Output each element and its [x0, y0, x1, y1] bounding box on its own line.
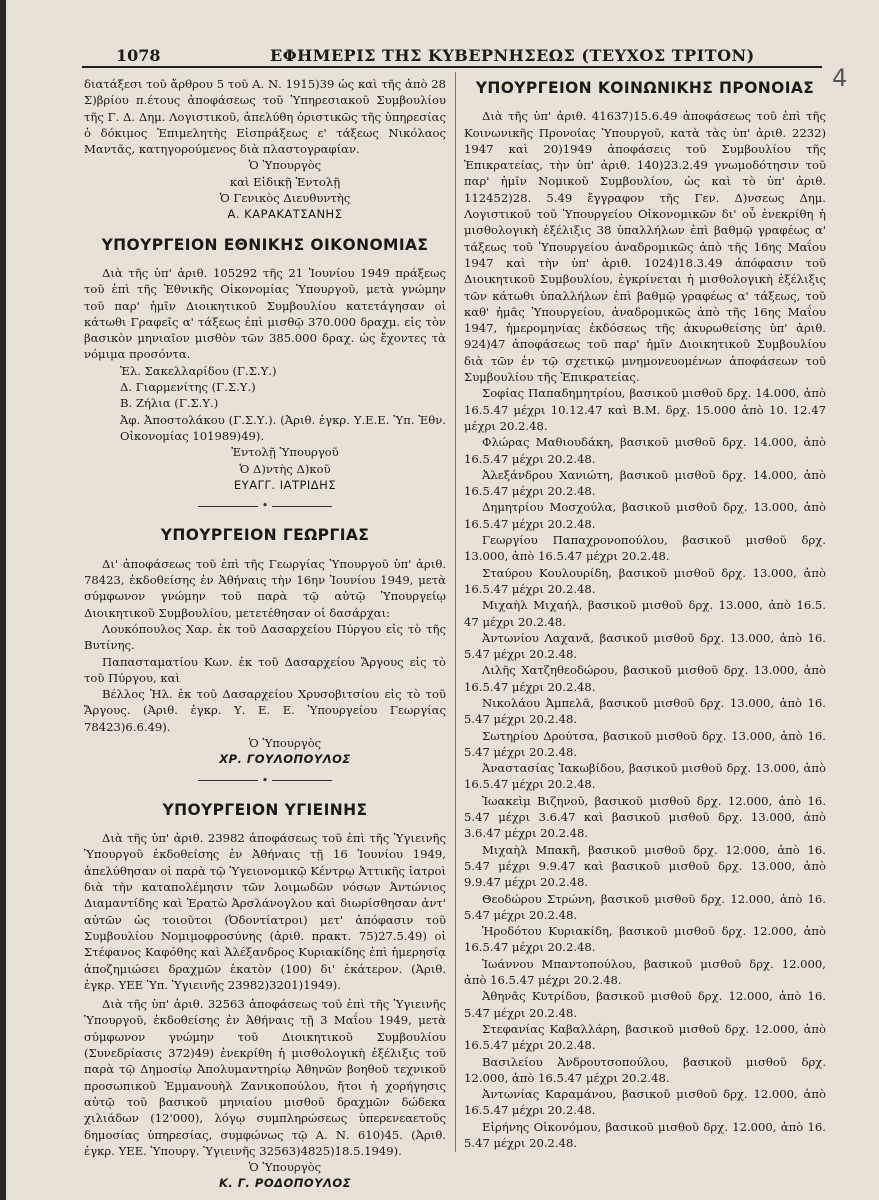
welfare-entry: Εἰρήνης Οἰκονόμου, βασικοῦ μισθοῦ δρχ. 12.000, ἀπὸ 16. 5.47 μέχρι 20.2.48. [464, 1119, 826, 1150]
welfare-entry: Γεωργίου Παπαχρονοπούλου, βασικοῦ μισθοῦ δρχ. 13.000, ἀπὸ 16.5.47 μέχρι 20.2.48. [464, 533, 826, 564]
section-separator: • [84, 497, 446, 513]
welfare-entry: Θεοδώρου Στρώνη, βασικοῦ μισθοῦ δρχ. 12.000, ἀπὸ 16. 5.47 μέχρι 20.2.48. [464, 891, 826, 922]
welfare-entry: Βασιλείου Ἀνδρουτσοπούλου, βασικοῦ μισθοῦ δρχ. 12.000, ἀπὸ 16.5.47 μέχρι 20.2.48. [464, 1054, 826, 1085]
health-signature-line: Ὁ Ὑπουργὸς [248, 1160, 322, 1175]
welfare-entry: Λιλῆς Χατζηθεοδώρου, βασικοῦ μισθοῦ δρχ. 13.000, ἀπὸ 16.5.47 μέχρι 20.2.48. [464, 663, 826, 694]
economy-signature-line: Ἐντολῇ Ὑπουργοῦ [231, 445, 339, 460]
agriculture-item: Λουκόπουλος Χαρ. ἐκ τοῦ Δασαρχείου Πύργου εἰς τὸ τῆς Βυτίνης. [84, 621, 446, 653]
agriculture-signature-line: Ὁ Ὑπουργὸς [248, 735, 322, 750]
ministry-heading-economy: ΥΠΟΥΡΓΕΙΟΝ ΕΘΝΙΚΗΣ ΟΙΚΟΝΟΜΙΑΣ [101, 235, 429, 254]
welfare-entry: Ἰωάννου Μπαντοπούλου, βασικοῦ μισθοῦ δρχ. 12.000, ἀπὸ 16.5.47 μέχρι 20.2.48. [464, 956, 826, 988]
welfare-entry: Δημητρίου Μοσχούλα, βασικοῦ μισθοῦ δρχ. 13.000, ἀπὸ 16.5.47 μέχρι 20.2.48. [464, 500, 826, 531]
ministry-heading-health: ΥΠΟΥΡΓΕΙΟΝ ΥΓΙΕΙΝΗΣ [162, 800, 368, 819]
economy-decision: Διὰ τῆς ὑπ' ἀριθ. 105292 τῆς 21 Ἰουνίου 1949 πράξεως τοῦ ἐπὶ τῆς Ἐθνικῆς Οἰκονομίας Ὑπουργοῦ, μετὰ γνώμην τοῦ παρ' ἡμῖν Διοικητικοῦ Συμβουλίου κατετάγησαν οἱ κάτωθι Γραφεῖς α' τάξεως ἐπὶ μισθῷ 370.000 δραχμ. εἰς τὸν βασικὸν μηνιαῖον μισθὸν τῶν 385.000 δραχ. ὡς ἔχοντες τὰ νόμιμα προσόντα. [84, 265, 446, 362]
header-rule [82, 66, 822, 68]
intro-signature-line: Ὁ Γενικὸς Διευθυντὴς [219, 191, 351, 206]
ministry-heading-social-welfare: ΥΠΟΥΡΓΕΙΟΝ ΚΟΙΝΩΝΙΚΗΣ ΠΡΟΝΟΙΑΣ [475, 79, 815, 97]
welfare-entry: Ἰωακεὶμ Βιζηνοῦ, βασικοῦ μισθοῦ δρχ. 12.000, ἀπὸ 16. 5.47 μέχρι 3.6.47 καὶ βασικοῦ μισθοῦ δρχ. 13.000, ἀπὸ 3.6.47 μέχρι 20.2.48. [464, 793, 826, 841]
economy-signatory: ΕΥΑΓΓ. ΙΑΤΡΙΔΗΣ [233, 477, 337, 492]
intro-signature-line: Ὁ Ὑπουργὸς [248, 158, 322, 173]
welfare-entry: Σωτηρίου Δρούτσα, βασικοῦ μισθοῦ δρχ. 13.000, ἀπὸ 16. 5.47 μέχρι 20.2.48. [464, 728, 826, 759]
intro-paragraph: διατάξεσι τοῦ ἄρθρου 5 τοῦ Α. Ν. 1915)39 ὡς καὶ τῆς ἀπὸ 28 Σ)βρίου π.έτους ἀποφάσεως τοῦ Ὑπηρεσιακοῦ Συμβουλίου τῆς Γ. Δ. Δημ. Λογιστικοῦ, ἀπελύθη ὁριστικῶς τῆς ὑπηρεσίας ὁ δόκιμος Ἐπιμελητὴς Εἰσπράξεως ε' τάξεως Νικόλαος Μαντᾶς, κατηγορούμενος διὰ πλαστογραφίαν. [84, 77, 446, 157]
intro-signature-line: καὶ Εἰδικῇ Ἐντολῇ [229, 174, 341, 189]
welfare-entry: Νικολάου Ἀμπελᾶ, βασικοῦ μισθοῦ δρχ. 13.000, ἀπὸ 16. 5.47 μέχρι 20.2.48. [464, 695, 826, 727]
handwritten-page-mark: 4 [832, 64, 848, 92]
welfare-entry: Σοφίας Παπαδημητρίου, βασικοῦ μισθοῦ δρχ. 14.000, ἀπὸ 16.5.47 μέχρι 10.12.47 καὶ Β.Μ. δρχ. 15.000 ἀπὸ 10. 12.47 μέχρι 20.2.48. [464, 386, 826, 433]
welfare-entry: Ἀναστασίας Ἰακωβίδου, βασικοῦ μισθοῦ δρχ. 13.000, ἀπὸ 16.5.47 μέχρι 20.2.48. [464, 761, 826, 792]
health-signatory: Κ. Γ. ΡΟΔΟΠΟΥΛΟΣ [218, 1176, 352, 1191]
welfare-entry-list [464, 385, 826, 1151]
welfare-entry: Ἡροδότου Κυριακίδη, βασικοῦ μισθοῦ δρχ. 12.000, ἀπὸ 16.5.47 μέχρι 20.2.48. [464, 924, 826, 955]
column-divider [455, 72, 456, 1152]
economy-name: Ἐλ. Σακελλαρίδου (Γ.Σ.Υ.) [120, 363, 277, 378]
economy-name: Δ. Γιαρμενίτης (Γ.Σ.Υ.) [120, 380, 256, 395]
economy-signature-line: Ὁ Δ)ντὴς Δ)κοῦ [239, 461, 331, 476]
scan-edge [0, 0, 6, 1200]
welfare-entry: Μιχαὴλ Μιχαήλ, βασικοῦ μισθοῦ δρχ. 13.000, ἀπὸ 16.5. 47 μέχρι 20.2.48. [464, 598, 826, 629]
agriculture-decision: Δι' ἀποφάσεως τοῦ ἐπὶ τῆς Γεωργίας Ὑπουργοῦ ὑπ' ἀριθ. 78423, ἐκδοθείσης ἐν Ἀθήναις τὴν 16ην Ἰουνίου 1949, μετὰ σύμφωνον γνώμην τοῦ παρὰ τῷ αὐτῷ Ὑπουργείῳ Διοικητικοῦ Συμβουλίου, μετετέθησαν οἱ δασάρχαι: [84, 556, 446, 620]
running-title: ΕΦΗΜΕΡΙΣ ΤΗΣ ΚΥΒΕΡΝΗΣΕΩΣ (ΤΕΥΧΟΣ ΤΡΙΤΟΝ) [270, 46, 755, 65]
welfare-entry: Ἀθηνᾶς Κυτρίδου, βασικοῦ μισθοῦ δρχ. 12.000, ἀπὸ 16. 5.47 μέχρι 20.2.48. [464, 989, 826, 1020]
welfare-entry: Στεφανίας Καβαλλάρη, βασικοῦ μισθοῦ δρχ. 12.000, ἀπὸ 16.5.47 μέχρι 20.2.48. [464, 1021, 826, 1053]
left-column [84, 76, 446, 1192]
intro-signatory: Α. ΚΑΡΑΚΑΤΣΑΝΗΣ [227, 207, 343, 222]
agriculture-item: Βέλλος Ἠλ. ἐκ τοῦ Δασαρχείου Χρυσοβιτσίου εἰς τὸ τοῦ Ἄργους. (Ἀριθ. ἐγκρ. Υ. Ε. Ε. Ὑπουργείου Γεωργίας 78423)6.6.49). [84, 687, 446, 734]
ministry-heading-agriculture: ΥΠΟΥΡΓΕΙΟΝ ΓΕΩΡΓΙΑΣ [160, 526, 370, 545]
section-separator: • [84, 772, 446, 788]
welfare-entry: Φλώρας Μαθιουδάκη, βασικοῦ μισθοῦ δρχ. 14.000, ἀπὸ 16.5.47 μέχρι 20.2.48. [464, 435, 826, 466]
page-number: 1078 [116, 46, 161, 65]
health-decision: Διὰ τῆς ὑπ' ἀριθ. 32563 ἀποφάσεως τοῦ ἐπὶ τῆς Ὑγιεινῆς Ὑπουργοῦ, ἐκδοθείσης ἐν Ἀθήναις τῇ 3 Μαΐου 1949, μετὰ σύμφωνον γνώμην τοῦ Διοικητικοῦ Συμβουλίου (Συνεδρίασις 372)49) ἐνεκρίθη ἡ μισθολογικὴ ἐξέλιξις τοῦ παρὰ τῷ Δημοσίῳ Ἀπολυμαντηρίῳ Ἀθηνῶν βοηθοῦ τεχνικοῦ προσωπικοῦ Ἐμμανουὴλ Ζανικοπούλου, ἤτοι ἡ χορήγησις αὐτῷ τοῦ βασικοῦ μηνιαίου μισθοῦ δραχμῶν δώδεκα χιλιάδων (12'000), λόγῳ συμπληρώσεως ὑπερενεαετοῦς δημοσίας ὑπηρεσίας, συμφώνως τῷ Α. Ν. 610)45. (Ἀριθ. ἐγκρ. ΥΕΕ. Ὑπουργ. Ὑγιεινῆς 32563)4825)18.5.1949). [84, 997, 446, 1158]
welfare-entry: Ἀντωνίου Λαχανᾶ, βασικοῦ μισθοῦ δρχ. 13.000, ἀπὸ 16. 5.47 μέχρι 20.2.48. [464, 630, 826, 662]
right-column [464, 76, 826, 1151]
agriculture-signatory: ΧΡ. ΓΟΥΛΟΠΟΥΛΟΣ [219, 752, 351, 767]
welfare-entry: Ἀλεξάνδρου Χανιώτη, βασικοῦ μισθοῦ δρχ. 14.000, ἀπὸ 16.5.47 μέχρι 20.2.48. [464, 467, 826, 499]
economy-name: Β. Ζήλια (Γ.Σ.Υ.) [120, 396, 219, 411]
welfare-entry: Ἀντωνίας Καραμάνου, βασικοῦ μισθοῦ δρχ. 12.000, ἀπὸ 16.5.47 μέχρι 20.2.48. [464, 1087, 826, 1118]
agriculture-item: Παπασταματίου Κων. ἐκ τοῦ Δασαρχείου Ἄργους εἰς τὸ τοῦ Πύργου, καὶ [84, 654, 446, 685]
welfare-decision: Διὰ τῆς ὑπ' ἀριθ. 41637)15.6.49 ἀποφάσεως τοῦ ἐπὶ τῆς Κοινωνικῆς Προνοίας Ὑπουργοῦ, κατὰ τὰς ὑπ' ἀριθ. 2232) 1947 καὶ 20)1949 ἀποφάσεις τοῦ Συμβουλίου τῆς Ἐπικρατείας, τὴν ὑπ' ἀριθ. 140)23.2.49 γνωμοδότησιν τοῦ παρ' ἡμῖν Νομικοῦ Συμβουλίου, ὡς καὶ τὸ ὑπ' ἀριθ. 112452)28. 5.49 ἔγγραφον τῆς Γεν. Δ)νσεως Δημ. Λογιστικοῦ τοῦ Ὑπουργείου Οἰκονομικῶν δι' οὗ ἐνεκρίθη ἡ μισθολογικὴ ἐξέλιξις 38 ὑπαλλήλων ἐπὶ βαθμῷ γραφέως α' τάξεως τοῦ Ὑπουργείου ἀναδρομικῶς ἀπὸ τῆς 16ης Μαΐου 1947 καὶ τὴν ὑπ' ἀριθ. 1024)18.3.49 ἀπόφασιν τοῦ Διοικητικοῦ Συμβουλίου, ἐγκρίνεται ἡ μισθολογικὴ ἐξέλιξις τῶν κάτωθι ὑπαλλήλων ἐπὶ βαθμῷ γραφέως α' τάξεως, τοῦ καθ' ἡμᾶς Ὑπουργείου, ἀναδρομικῶς ἀπὸ τῆς 16ης Μαΐου 1947, ἡμερομηνίας ἐκδόσεως τῆς ἀκυρωθείσης ὑπ' ἀριθ. 924)47 ἀποφάσεως τοῦ παρ' ἡμῖν Διοικητικοῦ Συμβουλίου διὰ τῶν ἐν τῷ σχετικῷ μνημονευομένων ἀποφάσεων τοῦ Συμβουλίου τῆς Ἐπικρατείας. [464, 109, 826, 385]
welfare-entry: Σταύρου Κουλουρίδη, βασικοῦ μισθοῦ δρχ. 13.000, ἀπὸ 16.5.47 μέχρι 20.2.48. [464, 565, 826, 596]
welfare-entry: Μιχαὴλ Μπακῆ, βασικοῦ μισθοῦ δρχ. 12.000, ἀπὸ 16. 5.47 μέχρι 9.9.47 καὶ βασικοῦ μισθοῦ δρχ. 13.000, ἀπὸ 9.9.47 μέχρι 20.2.48. [464, 842, 826, 890]
health-decision: Διὰ τῆς ὑπ' ἀριθ. 23982 ἀποφάσεως τοῦ ἐπὶ τῆς Ὑγιεινῆς Ὑπουργοῦ ἐκδοθείσης ἐν Ἀθήναις τῇ 16 Ἰουνίου 1949, ἀπελύθησαν οἱ παρὰ τῷ Ὑγειονομικῷ Κέντρῳ Ἀττικῆς ἰατροὶ διὰ τὴν καταπολέμησιν τῶν λοιμωδῶν νόσων Ἀντώνιος Διαμαντίδης καὶ Ἐρατὼ Ἀρσλάνογλου καὶ διωρίσθησαν ἀντ' αὐτῶν ὡς τοιοῦτοι (Ὀδοντίατροι) μετ' ἀπόφασιν τοῦ Συμβουλίου Νομιμοφροσύνης (ἀριθ. πρακτ. 75)27.5.49) οἱ Στέφανος Καφόθης καὶ Ἀλέξανδρος Κυριακίδης ἐπὶ ἡμερησίᾳ ἀποζημιώσει δραχμῶν ἑκατὸν (100) δι' ἑκάτερον. (Ἀριθ. ἐγκρ. ΥΕΕ Ὑπ. Ὑγιεινῆς 23982)3201)1949). [84, 831, 446, 992]
economy-name: Ἀφ. Ἀποστολάκου (Γ.Σ.Υ.). (Ἀριθ. ἐγκρ. Υ.Ε.Ε. Ὑπ. Ἐθν. Οἰκονομίας 101989)49). [120, 412, 446, 443]
